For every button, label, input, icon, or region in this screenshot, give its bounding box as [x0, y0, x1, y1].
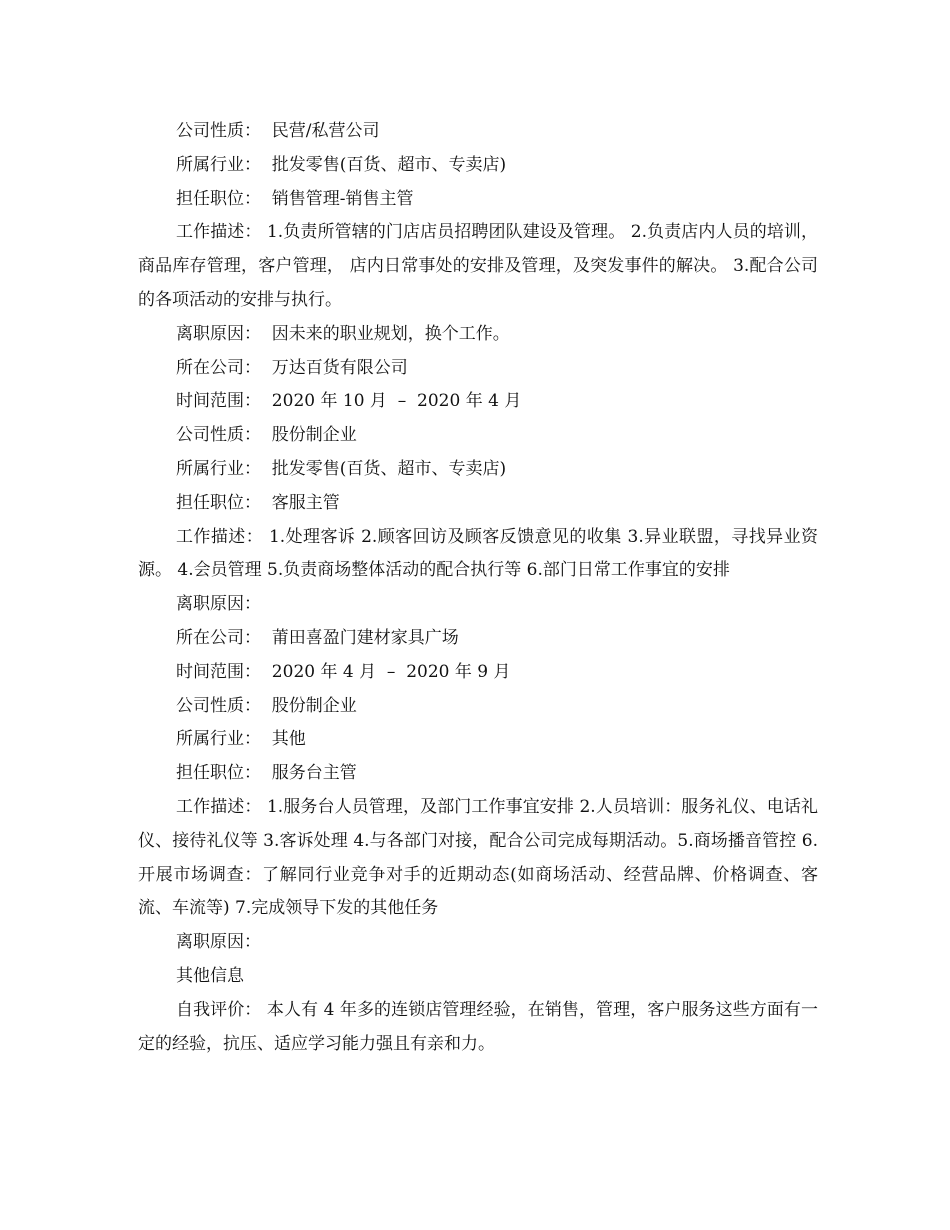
company-2: 所在公司： 万达百货有限公司 — [176, 357, 408, 378]
leave-reason-2: 离职原因： — [176, 594, 261, 615]
industry-1: 所属行业： 批发零售(百货、超市、专卖店) — [176, 154, 507, 175]
position-1: 担任职位： 销售管理-销售主管 — [176, 188, 414, 209]
leave-reason-1: 离职原因： 因未来的职业规划，换个工作。 — [176, 323, 510, 344]
industry-2: 所属行业： 批发零售(百货、超市、专卖店) — [176, 458, 507, 479]
job-description-2: 工作描述： 1.处理客诉 2.顾客回访及顾客反馈意见的收集 3.异业联盟，寻找异业资源。 4.会员管理 5.负责商场整体活动的配合执行等 6.部门日常工作事宜的安排 — [138, 526, 818, 581]
time-range-2: 时间范围： 2020 年 10 月 – 2020 年 4 月 — [176, 391, 522, 412]
position-3: 担任职位： 服务台主管 — [176, 763, 357, 784]
other-info-heading: 其他信息 — [176, 965, 244, 986]
company-type-3: 公司性质： 股份制企业 — [176, 695, 357, 716]
resume-page — [138, 115, 818, 1061]
industry-3: 所属行业： 其他 — [176, 729, 306, 750]
self-evaluation: 自我评价： 本人有 4 年多的连锁店管理经验，在销售，管理，客户服务这些方面有一定的经验，抗压、适应学习能力强且有亲和力。 — [138, 999, 818, 1054]
company-3: 所在公司： 莆田喜盈门建材家具广场 — [176, 627, 459, 648]
time-range-3: 时间范围： 2020 年 4 月 – 2020 年 9 月 — [176, 661, 511, 682]
company-type-1: 公司性质： 民营/私营公司 — [176, 121, 380, 141]
job-description-3: 工作描述： 1.服务台人员管理，及部门工作事宜安排 2.人员培训：服务礼仪、电话礼仪、接待礼仪等 3.客诉处理 4.与各部门对接，配合公司完成每期活动。5.商场播音管控 6.开展市场调查：了解同行业竞争对手的近期动态(如商场活动、经营品牌、价格调查、客流、车流等) 7.完成领导下发的其他任务 — [138, 796, 818, 919]
leave-reason-3: 离职原因： — [176, 932, 261, 953]
position-2: 担任职位： 客服主管 — [176, 492, 340, 513]
company-type-2: 公司性质： 股份制企业 — [176, 425, 357, 446]
job-description-1: 工作描述： 1.负责所管辖的门店店员招聘团队建设及管理。 2.负责店内人员的培训，商品库存管理，客户管理， 店内日常事处的安排及管理，及突发事件的解决。 3.配合公司的各项活动的安排与执行。 — [138, 222, 818, 310]
